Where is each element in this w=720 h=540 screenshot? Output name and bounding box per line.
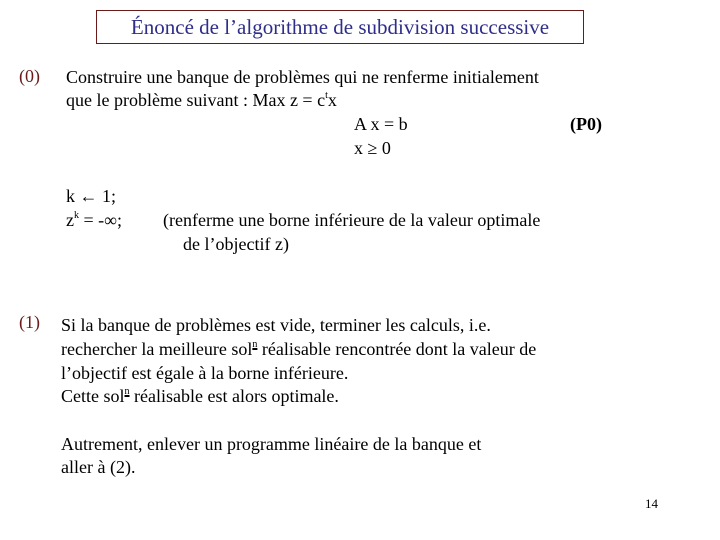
step1-line4-suffix: réalisable est alors optimale. — [129, 386, 339, 406]
page-number: 14 — [645, 496, 658, 511]
step0-line2-prefix: que le problème suivant : Max z = c — [66, 90, 326, 110]
step-number-0: (0) — [19, 66, 40, 86]
soln-sup: n — [124, 386, 130, 397]
step1-line2-prefix: rechercher la meilleure sol — [61, 339, 253, 359]
init-z-base: z — [66, 210, 74, 230]
constraint-ax-b: A x = b — [354, 114, 408, 134]
title-box — [96, 10, 584, 44]
soln-sup: n — [252, 339, 258, 350]
step1-line4 — [61, 385, 339, 407]
else-line2: aller à (2). — [61, 457, 136, 477]
step1-line2-suffix: réalisable rencontrée dont la valeur de — [257, 339, 537, 359]
init-k: k ← 1; — [66, 186, 117, 206]
init-z-rest: = -∞; — [79, 210, 122, 230]
constraint-x-nonneg: x ≥ 0 — [354, 138, 391, 158]
step0-line2-suffix: x — [327, 90, 337, 110]
problem-label-p0: (P0) — [570, 114, 602, 134]
slide-title: Énoncé de l’algorithme de subdivision successive — [130, 15, 550, 39]
step1-line3: l’objectif est égale à la borne inférieure. — [61, 363, 349, 383]
init-z-sup: k — [74, 210, 79, 221]
step0-line2 — [66, 89, 337, 111]
step1-line2 — [61, 338, 536, 360]
comment-line2: de l’objectif z) — [183, 234, 289, 254]
comment-line1: (renferme une borne inférieure de la valeur optimale — [163, 210, 541, 230]
init-z — [66, 209, 122, 231]
step1-line4-prefix: Cette sol — [61, 386, 125, 406]
step0-line1: Construire une banque de problèmes qui ne renferme initialement — [66, 67, 539, 87]
step-number-1: (1) — [19, 312, 40, 332]
else-line1: Autrement, enlever un programme linéaire de la banque et — [61, 434, 482, 454]
transpose-sup: t — [325, 90, 328, 101]
step1-line1: Si la banque de problèmes est vide, terminer les calculs, i.e. — [61, 315, 491, 335]
